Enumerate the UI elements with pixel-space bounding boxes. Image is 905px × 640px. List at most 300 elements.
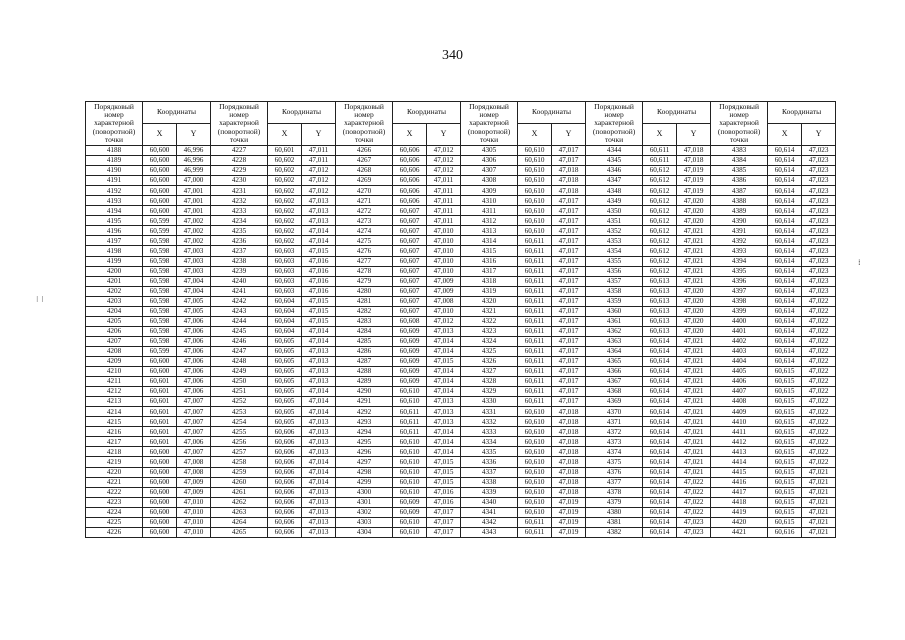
point-number-cell: 4316	[461, 256, 518, 266]
y-cell: 47,003	[177, 246, 211, 256]
x-cell: 60,609	[393, 346, 427, 356]
point-number-cell: 4354	[586, 246, 643, 256]
point-number-cell: 4284	[336, 326, 393, 336]
x-cell: 60,600	[143, 497, 177, 507]
table-row	[86, 186, 836, 196]
y-cell: 47,006	[177, 367, 211, 377]
point-number-cell: 4228	[211, 156, 268, 166]
point-number-cell: 4313	[461, 226, 518, 236]
y-cell: 47,017	[552, 377, 586, 387]
x-cell: 60,601	[143, 387, 177, 397]
x-cell: 60,598	[143, 286, 177, 296]
x-cell: 60,611	[518, 246, 552, 256]
y-cell: 47,018	[552, 487, 586, 497]
x-cell: 60,610	[393, 487, 427, 497]
point-number-cell: 4215	[86, 417, 143, 427]
point-number-cell: 4358	[586, 286, 643, 296]
point-number-cell: 4285	[336, 336, 393, 346]
x-cell: 60,611	[518, 236, 552, 246]
y-cell: 47,021	[677, 276, 711, 286]
point-number-cell: 4199	[86, 256, 143, 266]
y-cell: 47,012	[302, 166, 336, 176]
point-number-cell: 4407	[711, 387, 768, 397]
x-cell: 60,599	[143, 216, 177, 226]
point-number-cell: 4192	[86, 186, 143, 196]
table-row	[86, 437, 836, 447]
y-cell: 47,017	[552, 326, 586, 336]
y-cell: 47,018	[677, 156, 711, 166]
point-number-cell: 4389	[711, 206, 768, 216]
table-row	[86, 236, 836, 246]
point-number-cell: 4359	[586, 296, 643, 306]
y-cell: 47,021	[677, 377, 711, 387]
y-cell: 47,017	[552, 226, 586, 236]
x-cell: 60,613	[643, 316, 677, 326]
point-number-cell: 4384	[711, 156, 768, 166]
point-number-cell: 4348	[586, 186, 643, 196]
y-cell: 47,001	[177, 206, 211, 216]
y-cell: 47,019	[552, 507, 586, 517]
point-number-cell: 4267	[336, 156, 393, 166]
point-number-cell: 4238	[211, 256, 268, 266]
point-number-cell: 4408	[711, 397, 768, 407]
x-cell: 60,603	[268, 286, 302, 296]
point-number-cell: 4283	[336, 316, 393, 326]
x-cell: 60,611	[518, 306, 552, 316]
x-cell: 60,604	[268, 306, 302, 316]
x-cell: 60,608	[393, 316, 427, 326]
point-number-cell: 4189	[86, 156, 143, 166]
point-number-cell: 4326	[461, 356, 518, 366]
point-number-cell: 4332	[461, 417, 518, 427]
point-number-cell: 4376	[586, 467, 643, 477]
y-cell: 47,013	[302, 346, 336, 356]
x-cell: 60,600	[143, 166, 177, 176]
point-number-cell: 4226	[86, 527, 143, 537]
point-number-cell: 4246	[211, 336, 268, 346]
point-number-cell: 4213	[86, 397, 143, 407]
x-cell: 60,610	[518, 156, 552, 166]
y-cell: 47,023	[802, 246, 836, 256]
y-cell: 47,014	[427, 447, 461, 457]
y-cell: 47,023	[802, 176, 836, 186]
point-number-cell: 4352	[586, 226, 643, 236]
point-number-cell: 4418	[711, 497, 768, 507]
x-cell: 60,612	[643, 226, 677, 236]
y-cell: 47,021	[802, 477, 836, 487]
x-cell: 60,611	[643, 156, 677, 166]
point-number-cell: 4263	[211, 507, 268, 517]
x-cell: 60,614	[643, 356, 677, 366]
y-cell: 47,012	[427, 156, 461, 166]
point-number-cell: 4337	[461, 467, 518, 477]
y-cell: 47,014	[427, 437, 461, 447]
y-cell: 47,017	[552, 286, 586, 296]
point-number-cell: 4279	[336, 276, 393, 286]
table-row	[86, 427, 836, 437]
y-cell: 47,006	[177, 387, 211, 397]
y-cell: 47,014	[302, 226, 336, 236]
point-number-cell: 4399	[711, 306, 768, 316]
point-number-cell: 4390	[711, 216, 768, 226]
point-number-cell: 4405	[711, 367, 768, 377]
x-cell: 60,611	[393, 407, 427, 417]
y-cell: 47,014	[302, 407, 336, 417]
point-number-cell: 4328	[461, 377, 518, 387]
point-number-cell: 4212	[86, 387, 143, 397]
y-cell: 47,002	[177, 216, 211, 226]
point-number-cell: 4341	[461, 507, 518, 517]
x-cell: 60,609	[393, 356, 427, 366]
x-cell: 60,610	[518, 226, 552, 236]
table-row	[86, 326, 836, 336]
x-cell: 60,611	[518, 296, 552, 306]
y-cell: 47,020	[677, 316, 711, 326]
coordinates-header: Координаты	[143, 102, 211, 124]
point-number-cell: 4266	[336, 146, 393, 156]
point-number-cell: 4319	[461, 286, 518, 296]
x-cell: 60,600	[143, 176, 177, 186]
y-cell: 47,022	[802, 397, 836, 407]
point-number-cell: 4194	[86, 206, 143, 216]
x-cell: 60,603	[268, 246, 302, 256]
x-cell: 60,602	[268, 206, 302, 216]
point-number-cell: 4214	[86, 407, 143, 417]
y-cell: 46,996	[177, 156, 211, 166]
point-number-cell: 4244	[211, 316, 268, 326]
point-number-cell: 4386	[711, 176, 768, 186]
y-cell: 47,017	[552, 306, 586, 316]
y-cell: 47,021	[802, 467, 836, 477]
x-cell: 60,611	[518, 527, 552, 537]
point-number-cell: 4304	[336, 527, 393, 537]
y-cell: 47,014	[302, 397, 336, 407]
x-cell: 60,614	[643, 367, 677, 377]
y-cell: 47,020	[677, 196, 711, 206]
y-cell: 47,022	[802, 457, 836, 467]
y-cell: 47,022	[802, 407, 836, 417]
y-cell: 47,014	[302, 467, 336, 477]
point-number-cell: 4344	[586, 146, 643, 156]
x-cell: 60,610	[518, 196, 552, 206]
x-cell: 60,598	[143, 306, 177, 316]
y-cell: 47,023	[802, 156, 836, 166]
y-cell: 47,011	[302, 146, 336, 156]
y-cell: 47,013	[427, 326, 461, 336]
x-cell: 60,610	[393, 477, 427, 487]
x-cell: 60,612	[643, 176, 677, 186]
x-cell: 60,609	[393, 336, 427, 346]
x-cell: 60,606	[268, 447, 302, 457]
table-row	[86, 306, 836, 316]
y-cell: 47,021	[677, 346, 711, 356]
x-cell: 60,611	[518, 326, 552, 336]
point-number-cell: 4233	[211, 206, 268, 216]
y-cell: 47,014	[302, 326, 336, 336]
x-cell: 60,598	[143, 266, 177, 276]
y-cell: 47,010	[427, 246, 461, 256]
y-cell: 47,002	[177, 236, 211, 246]
y-cell: 47,017	[552, 206, 586, 216]
y-cell: 47,014	[302, 477, 336, 487]
y-cell: 47,018	[552, 186, 586, 196]
y-cell: 47,006	[177, 326, 211, 336]
point-number-cell: 4340	[461, 497, 518, 507]
x-cell: 60,607	[393, 306, 427, 316]
point-number-header: Порядковый номер характерной (поворотной) точки	[586, 102, 643, 146]
point-number-cell: 4234	[211, 216, 268, 226]
y-header: Y	[427, 124, 461, 146]
y-cell: 47,017	[552, 256, 586, 266]
point-number-cell: 4371	[586, 417, 643, 427]
y-cell: 47,022	[802, 447, 836, 457]
x-cell: 60,600	[143, 196, 177, 206]
x-cell: 60,611	[518, 356, 552, 366]
point-number-cell: 4318	[461, 276, 518, 286]
point-number-cell: 4203	[86, 296, 143, 306]
x-cell: 60,613	[643, 326, 677, 336]
x-cell: 60,606	[268, 497, 302, 507]
point-number-cell: 4377	[586, 477, 643, 487]
x-cell: 60,611	[643, 146, 677, 156]
point-number-cell: 4380	[586, 507, 643, 517]
y-cell: 47,013	[427, 397, 461, 407]
table-row	[86, 367, 836, 377]
point-number-cell: 4291	[336, 397, 393, 407]
x-cell: 60,611	[518, 316, 552, 326]
point-number-cell: 4421	[711, 527, 768, 537]
x-cell: 60,610	[518, 467, 552, 477]
point-number-cell: 4309	[461, 186, 518, 196]
y-cell: 47,004	[177, 276, 211, 286]
y-cell: 47,017	[552, 296, 586, 306]
x-cell: 60,606	[268, 527, 302, 537]
x-cell: 60,606	[268, 437, 302, 447]
y-cell: 47,019	[552, 497, 586, 507]
x-cell: 60,606	[268, 487, 302, 497]
x-cell: 60,613	[643, 296, 677, 306]
x-cell: 60,600	[143, 186, 177, 196]
point-number-cell: 4296	[336, 447, 393, 457]
y-cell: 47,021	[802, 527, 836, 537]
x-cell: 60,614	[768, 236, 802, 246]
point-number-cell: 4370	[586, 407, 643, 417]
x-cell: 60,611	[393, 427, 427, 437]
y-cell: 47,021	[802, 517, 836, 527]
point-number-cell: 4242	[211, 296, 268, 306]
point-number-cell: 4295	[336, 437, 393, 447]
y-cell: 47,013	[302, 367, 336, 377]
point-number-cell: 4394	[711, 256, 768, 266]
point-number-cell: 4362	[586, 326, 643, 336]
x-cell: 60,611	[393, 417, 427, 427]
x-cell: 60,609	[393, 507, 427, 517]
y-cell: 47,021	[677, 266, 711, 276]
x-cell: 60,612	[643, 266, 677, 276]
table-row	[86, 377, 836, 387]
y-cell: 47,023	[802, 216, 836, 226]
x-cell: 60,615	[768, 467, 802, 477]
point-number-cell: 4417	[711, 487, 768, 497]
y-cell: 47,022	[802, 427, 836, 437]
y-cell: 47,017	[552, 196, 586, 206]
x-cell: 60,607	[393, 276, 427, 286]
point-number-cell: 4350	[586, 206, 643, 216]
point-number-cell: 4393	[711, 246, 768, 256]
y-cell: 47,022	[802, 336, 836, 346]
point-number-cell: 4298	[336, 467, 393, 477]
y-cell: 47,022	[802, 316, 836, 326]
point-number-cell: 4256	[211, 437, 268, 447]
x-cell: 60,607	[393, 246, 427, 256]
x-cell: 60,610	[518, 146, 552, 156]
y-cell: 47,017	[552, 246, 586, 256]
y-cell: 47,023	[802, 276, 836, 286]
y-cell: 47,016	[427, 487, 461, 497]
table-row	[86, 206, 836, 216]
point-number-cell: 4404	[711, 356, 768, 366]
y-cell: 47,010	[427, 236, 461, 246]
x-cell: 60,605	[268, 346, 302, 356]
y-cell: 47,021	[677, 467, 711, 477]
y-cell: 47,017	[552, 367, 586, 377]
point-number-cell: 4315	[461, 246, 518, 256]
y-cell: 47,010	[177, 507, 211, 517]
point-number-cell: 4310	[461, 196, 518, 206]
y-cell: 47,004	[177, 286, 211, 296]
point-number-cell: 4314	[461, 236, 518, 246]
point-number-cell: 4277	[336, 256, 393, 266]
y-cell: 47,016	[302, 266, 336, 276]
y-cell: 47,002	[177, 226, 211, 236]
x-cell: 60,610	[393, 467, 427, 477]
table-row	[86, 246, 836, 256]
point-number-cell: 4260	[211, 477, 268, 487]
x-cell: 60,602	[268, 186, 302, 196]
point-number-cell: 4415	[711, 467, 768, 477]
x-cell: 60,615	[768, 447, 802, 457]
point-number-cell: 4301	[336, 497, 393, 507]
point-number-cell: 4253	[211, 407, 268, 417]
y-cell: 47,012	[427, 166, 461, 176]
point-number-cell: 4409	[711, 407, 768, 417]
x-cell: 60,600	[143, 487, 177, 497]
x-cell: 60,614	[768, 286, 802, 296]
point-number-cell: 4402	[711, 336, 768, 346]
point-number-cell: 4305	[461, 146, 518, 156]
y-header: Y	[802, 124, 836, 146]
point-number-cell: 4237	[211, 246, 268, 256]
table-row	[86, 477, 836, 487]
x-cell: 60,602	[268, 176, 302, 186]
point-number-cell: 4361	[586, 316, 643, 326]
x-cell: 60,600	[143, 467, 177, 477]
point-number-cell: 4312	[461, 216, 518, 226]
point-number-cell: 4243	[211, 306, 268, 316]
x-cell: 60,607	[393, 256, 427, 266]
point-number-cell: 4276	[336, 246, 393, 256]
y-cell: 47,015	[302, 316, 336, 326]
x-cell: 60,610	[393, 447, 427, 457]
y-cell: 47,010	[177, 517, 211, 527]
y-cell: 47,009	[427, 276, 461, 286]
table-row	[86, 346, 836, 356]
point-number-cell: 4204	[86, 306, 143, 316]
y-cell: 47,014	[427, 336, 461, 346]
x-cell: 60,614	[768, 346, 802, 356]
point-number-cell: 4240	[211, 276, 268, 286]
x-cell: 60,606	[268, 457, 302, 467]
y-cell: 47,012	[302, 176, 336, 186]
point-number-cell: 4265	[211, 527, 268, 537]
y-cell: 47,023	[802, 196, 836, 206]
x-cell: 60,610	[518, 457, 552, 467]
x-cell: 60,600	[143, 457, 177, 467]
point-number-cell: 4210	[86, 367, 143, 377]
y-cell: 47,014	[302, 457, 336, 467]
point-number-cell: 4410	[711, 417, 768, 427]
y-cell: 47,017	[552, 346, 586, 356]
y-cell: 47,013	[302, 447, 336, 457]
point-number-cell: 4280	[336, 286, 393, 296]
x-cell: 60,606	[393, 186, 427, 196]
y-cell: 47,015	[302, 246, 336, 256]
y-cell: 47,007	[177, 417, 211, 427]
x-cell: 60,610	[518, 507, 552, 517]
y-cell: 47,022	[802, 296, 836, 306]
table-row	[86, 527, 836, 537]
y-cell: 47,017	[552, 397, 586, 407]
point-number-cell: 4366	[586, 367, 643, 377]
y-cell: 47,017	[552, 316, 586, 326]
point-number-cell: 4357	[586, 276, 643, 286]
x-cell: 60,614	[643, 457, 677, 467]
point-number-cell: 4282	[336, 306, 393, 316]
table-body	[86, 146, 836, 538]
x-cell: 60,602	[268, 196, 302, 206]
y-cell: 47,008	[427, 296, 461, 306]
point-number-cell: 4230	[211, 176, 268, 186]
x-cell: 60,614	[643, 377, 677, 387]
point-number-cell: 4300	[336, 487, 393, 497]
point-number-cell: 4202	[86, 286, 143, 296]
x-cell: 60,602	[268, 216, 302, 226]
y-cell: 47,000	[177, 176, 211, 186]
x-cell: 60,614	[643, 397, 677, 407]
point-number-cell: 4188	[86, 146, 143, 156]
y-cell: 47,006	[177, 377, 211, 387]
point-number-cell: 4247	[211, 346, 268, 356]
y-cell: 47,018	[552, 166, 586, 176]
y-cell: 47,010	[177, 527, 211, 537]
y-cell: 47,017	[552, 156, 586, 166]
x-cell: 60,613	[643, 306, 677, 316]
y-cell: 47,014	[302, 236, 336, 246]
y-cell: 47,003	[177, 266, 211, 276]
y-cell: 47,006	[177, 356, 211, 366]
table-row	[86, 196, 836, 206]
y-header: Y	[177, 124, 211, 146]
y-cell: 47,019	[552, 527, 586, 537]
x-cell: 60,609	[393, 497, 427, 507]
point-number-cell: 4372	[586, 427, 643, 437]
point-number-cell: 4257	[211, 447, 268, 457]
x-cell: 60,606	[268, 427, 302, 437]
y-cell: 47,003	[177, 256, 211, 266]
point-number-cell: 4218	[86, 447, 143, 457]
y-cell: 47,012	[427, 316, 461, 326]
x-cell: 60,607	[393, 216, 427, 226]
